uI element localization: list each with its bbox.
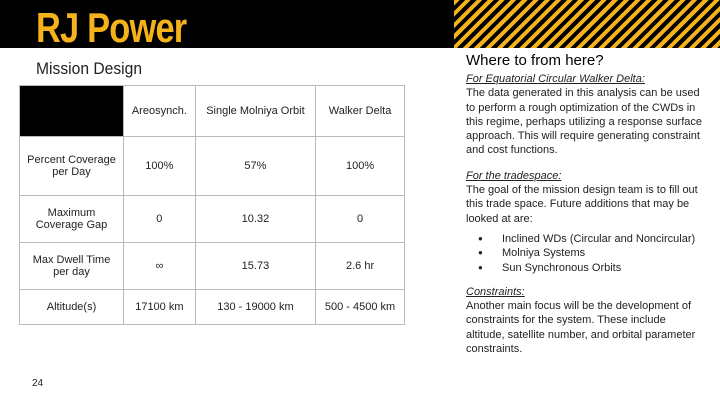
list-item: ● Sun Synchronous Orbits (466, 261, 706, 275)
section-label: For Equatorial Circular Walker Delta: (466, 73, 645, 85)
slide-subtitle: Mission Design (36, 59, 143, 78)
table-row (20, 290, 405, 325)
panel-heading: Where to from here? (466, 52, 604, 69)
section-text: The goal of the mission design team is to fill out this trade space. Future additions that may be looked at are: (466, 184, 698, 225)
table-row (20, 137, 405, 196)
comparison-table (19, 85, 405, 325)
section-label: Constraints: (466, 285, 525, 298)
table-cell: 15.73 (195, 243, 315, 290)
section-text: Another main focus will be the development of constraints for the system. These include altitude, satellite number, and orbital parameter constraints. (466, 300, 696, 356)
table-cell: 10.32 (195, 196, 315, 243)
table-header-row (20, 86, 405, 137)
section-tradespace (466, 169, 706, 226)
hazard-stripe-decoration (454, 0, 720, 48)
list-item: ● Inclined WDs (Circular and Noncircular) (466, 232, 706, 246)
tradespace-bullet-list (466, 232, 706, 275)
table-cell: 57% (195, 137, 315, 196)
table-cell: 0 (124, 196, 196, 243)
section-walker-delta (466, 72, 706, 158)
brand-title: RJ Power (36, 4, 187, 51)
next-steps-panel (466, 52, 706, 367)
section-label: For the tradespace: (466, 169, 562, 182)
table-cell: ∞ (124, 243, 196, 290)
table-cell: 2.6 hr (316, 243, 405, 290)
column-header: Walker Delta (316, 86, 405, 137)
table-row (20, 243, 405, 290)
row-label: Percent Coverage per Day (20, 137, 124, 196)
list-item: ● Molniya Systems (466, 246, 706, 260)
table-cell: 100% (124, 137, 196, 196)
column-header: Single Molniya Orbit (195, 86, 315, 137)
row-label: Max Dwell Time per day (20, 243, 124, 290)
table-corner-cell (20, 86, 124, 137)
table-cell: 17100 km (124, 290, 196, 325)
table-cell: 100% (316, 137, 405, 196)
table-cell: 130 - 19000 km (195, 290, 315, 325)
row-label: Altitude(s) (20, 290, 124, 325)
row-label: Maximum Coverage Gap (20, 196, 124, 243)
page-number: 24 (32, 378, 44, 389)
table-row (20, 196, 405, 243)
table-cell: 500 - 4500 km (316, 290, 405, 325)
section-text: The data generated in this analysis can be used to perform a rough optimization of the CWDs in this regime, perhaps utilizing a response surface approach. This will require generating constraint and cost functions. (466, 87, 703, 157)
section-constraints (466, 285, 706, 356)
column-header: Areosynch. (124, 86, 196, 137)
table-cell: 0 (316, 196, 405, 243)
